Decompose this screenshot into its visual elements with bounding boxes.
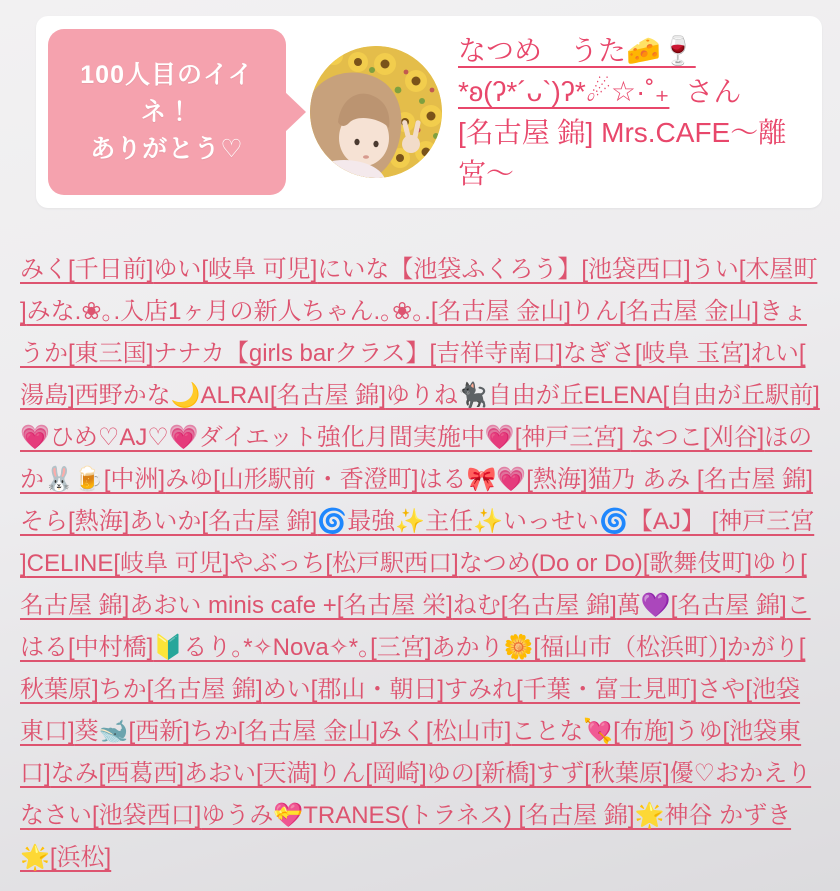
profile-link[interactable]: そら[熱海] <box>20 508 130 535</box>
profile-link[interactable]: 💗ひめ♡AJ♡💗ダイエット強化月間実施中💗[神戸三宮] <box>20 424 631 451</box>
profile-link[interactable]: さや[池袋東口] <box>20 676 801 745</box>
profile-link[interactable]: なつめ(Do or Do)[歌舞伎町] <box>458 550 753 577</box>
user-name-link[interactable]: なつめ うた🧀🍷 <box>458 35 696 66</box>
profile-link[interactable]: すず[秋葉原] <box>536 760 670 787</box>
avatar-image <box>310 46 442 178</box>
profile-link[interactable]: なみ[西葛西] <box>50 760 185 787</box>
user-info <box>458 16 814 194</box>
profile-link[interactable]: ゆの[新橋] <box>426 760 537 787</box>
profile-link[interactable]: あおい minis cafe +[名古屋 栄] <box>129 592 453 619</box>
profile-link[interactable]: かがり[秋葉原] <box>20 634 806 703</box>
profile-link[interactable]: なぎさ[岐阜 玉宮] <box>562 340 751 367</box>
profile-link[interactable]: CELINE[岐阜 可児] <box>26 550 230 577</box>
profile-link[interactable]: みな.❀｡.入店1ヶ月の新人ちゃん.｡❀｡.[名古屋 金山] <box>26 298 571 325</box>
profile-link[interactable]: みゆ[山形駅前・香澄町] <box>165 466 419 493</box>
profile-link[interactable]: れい[湯島] <box>20 340 806 409</box>
speech-bubble <box>48 29 286 195</box>
bubble-text-line: ネ！ <box>140 97 193 126</box>
profile-link[interactable]: きょうか[東三国] <box>20 298 807 367</box>
notification-card <box>36 16 822 208</box>
profile-link[interactable]: ちか[名古屋 錦] <box>98 676 263 703</box>
profile-link[interactable]: りん[名古屋 金山] <box>570 298 759 325</box>
profile-link[interactable]: ゆい[岐阜 可児] <box>153 256 318 283</box>
profile-link[interactable]: 西野かな🌙ALRAI[名古屋 錦] <box>74 382 386 409</box>
profile-link[interactable]: あかり🌼[福山市（松浜町）] <box>431 634 727 661</box>
profile-link[interactable]: こはる[中村橋] <box>20 592 811 661</box>
profile-link[interactable]: ゆりね🐈‍⬛自由が丘ELENA[自由が丘駅前] <box>385 382 820 409</box>
profile-link[interactable]: ゆうみ💝TRANES(トラネス) [名古屋 錦] <box>201 802 635 829</box>
profile-link[interactable]: 🌟神谷 かずき🌟[浜松] <box>20 802 792 871</box>
profile-link[interactable]: すみれ[千葉・富士見町] <box>444 676 698 703</box>
user-kaomoji-link[interactable]: *ʚ(ʔ*´ᴗ`)ʔ*☄☆·˚₊ <box>458 76 670 107</box>
profile-link[interactable]: にいな【池袋ふくろう】[池袋西口] <box>317 256 691 283</box>
honorific-label: さん <box>685 76 742 107</box>
profile-link[interactable]: はる🎀💗[熱海] <box>418 466 588 493</box>
profile-link[interactable]: 猫乃 あみ [名古屋 錦] <box>587 466 813 493</box>
profile-link[interactable]: 🌀最強✨主任✨いっせい🌀【AJ】 [神戸三宮] <box>20 508 815 577</box>
profile-link[interactable]: ナナカ【girls barクラス】[吉祥寺南口] <box>153 340 563 367</box>
profile-link[interactable]: 🔰るり｡*✧Nova✧*｡[三宮] <box>153 634 432 661</box>
profile-link[interactable]: ことな💘[布施] <box>511 718 675 745</box>
profile-link[interactable]: うい[木屋町] <box>20 256 818 325</box>
shop-name-text: [名古屋 錦] Mrs.CAFE〜離宮〜 <box>458 117 787 189</box>
profile-link[interactable]: みく[松山市] <box>377 718 512 745</box>
profile-link[interactable]: 優♡おかえりなさい[池袋西口] <box>20 760 812 829</box>
profile-link[interactable]: やぶっち[松戸駅西口] <box>229 550 459 577</box>
avatar[interactable] <box>310 46 442 178</box>
profile-link[interactable]: ゆり[名古屋 錦] <box>20 550 807 619</box>
profile-link[interactable]: りん[岡崎] <box>317 760 427 787</box>
profile-link[interactable]: 葵🐋[西新] <box>74 718 190 745</box>
profile-link[interactable]: あおい[天満] <box>184 760 318 787</box>
profile-link[interactable]: みく[千日前] <box>20 256 154 283</box>
profile-link[interactable]: あいか[名古屋 錦] <box>129 508 318 535</box>
profile-link[interactable]: ほのか🐰🍺[中洲] <box>20 424 813 493</box>
profile-link[interactable]: うゆ[池袋東口] <box>20 718 802 787</box>
bubble-text-line: ありがとう♡ <box>90 134 244 163</box>
profile-link[interactable]: 萬💜[名古屋 錦] <box>616 592 787 619</box>
profile-link[interactable]: めい[郡山・朝日] <box>262 676 445 703</box>
bubble-text-line: 100人目のイイ <box>80 60 254 89</box>
profile-links <box>20 249 820 879</box>
profile-link[interactable]: ねむ[名古屋 錦] <box>452 592 617 619</box>
profile-link[interactable]: なつこ[刈谷] <box>630 424 765 451</box>
profile-link[interactable]: ちか[名古屋 金山] <box>189 718 378 745</box>
bubble-tail <box>284 91 306 133</box>
